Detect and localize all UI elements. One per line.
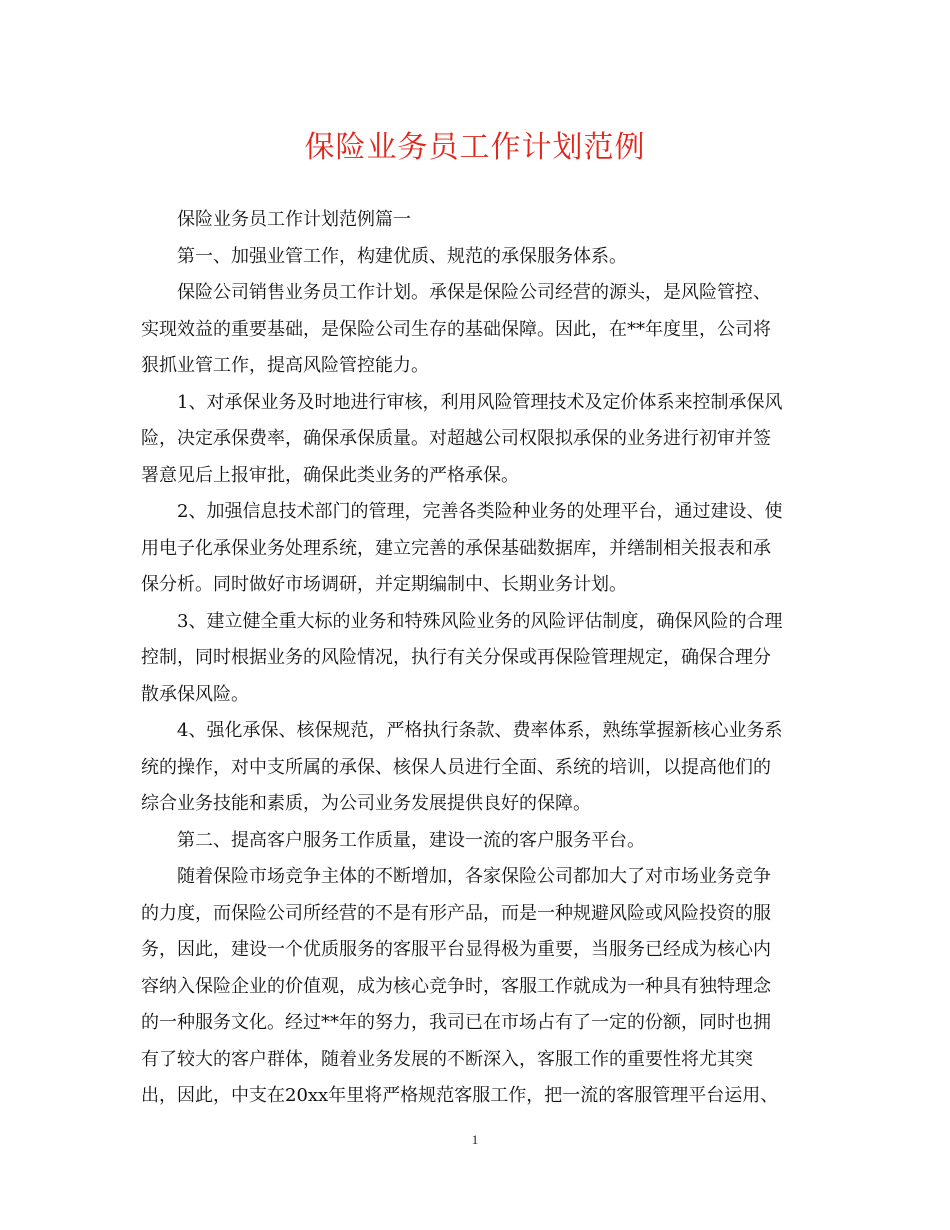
paragraph-line: 保险公司销售业务员工作计划。承保是保险公司经营的源头，是风险管控、 xyxy=(177,282,771,303)
paragraph-line: 第一、加强业管工作，构建优质、规范的承保服务体系。 xyxy=(177,245,627,267)
paragraph-line: 务，因此，建设一个优质服务的客服平台显得极为重要，当服务已经成为核心内 xyxy=(141,939,771,960)
document-body xyxy=(141,202,801,1115)
paragraph-line: 散承保风险。 xyxy=(141,683,249,705)
paragraph-line: 1、对承保业务及时地进行审核，利用风险管理技术及定价体系来控制承保风 xyxy=(177,391,783,413)
paragraph-line: 随着保险市场竞争主体的不断增加，各家保险公司都加大了对市场业务竞争 xyxy=(177,866,771,887)
paragraph-line: 用电子化承保业务处理系统，建立完善的承保基础数据库，并缮制相关报表和承 xyxy=(141,537,771,559)
paragraph-line: 容纳入保险企业的价值观，成为核心竞争时，客服工作就成为一种具有独特理念 xyxy=(141,975,771,997)
page-number: 1 xyxy=(471,1132,479,1147)
paragraph-line: 狠抓业管工作，提高风险管控能力。 xyxy=(141,355,429,376)
document-title: 保险业务员工作计划范例 xyxy=(304,130,646,165)
paragraph-line: 出，因此，中支在20xx年里将严格规范客服工作，把一流的客服管理平台运用、 xyxy=(141,1085,779,1106)
paragraph-line: 统的操作，对中支所属的承保、核保人员进行全面、系统的培训，以提高他们的 xyxy=(141,756,771,778)
paragraph-line: 有了较大的客户群体，随着业务发展的不断深入，客服工作的重要性将尤其突 xyxy=(141,1048,753,1070)
paragraph-line: 的力度，而保险公司所经营的不是有形产品，而是一种规避风险或风险投资的服 xyxy=(141,902,771,924)
paragraph-line: 署意见后上报审批，确保此类业务的严格承保。 xyxy=(141,464,519,486)
paragraph-line: 2、加强信息技术部门的管理，完善各类险种业务的处理平台，通过建设、使 xyxy=(177,501,783,522)
section-heading-line: 保险业务员工作计划范例篇一 xyxy=(177,209,411,230)
paragraph-line: 控制，同时根据业务的风险情况，执行有关分保或再保险管理规定，确保合理分 xyxy=(141,647,771,668)
paragraph-line: 3、建立健全重大标的业务和特殊风险业务的风险评估制度，确保风险的合理 xyxy=(177,610,783,632)
paragraph-line: 的一种服务文化。经过**年的努力，我司已在市场占有了一定的份额，同时也拥 xyxy=(141,1012,771,1033)
paragraph-line: 4、强化承保、核保规范，严格执行条款、费率体系，熟练掌握新核心业务系 xyxy=(177,720,783,741)
paragraph-line: 第二、提高客户服务工作质量，建设一流的客户服务平台。 xyxy=(177,829,645,851)
paragraph-line: 险，决定承保费率，确保承保质量。对超越公司权限拟承保的业务进行初审并签 xyxy=(141,428,771,449)
paragraph-line: 实现效益的重要基础，是保险公司生存的基础保障。因此，在**年度里，公司将 xyxy=(141,318,771,340)
paragraph-line: 保分析。同时做好市场调研，并定期编制中、长期业务计划。 xyxy=(141,574,627,595)
paragraph-line: 综合业务技能和素质，为公司业务发展提供良好的保障。 xyxy=(141,793,591,814)
